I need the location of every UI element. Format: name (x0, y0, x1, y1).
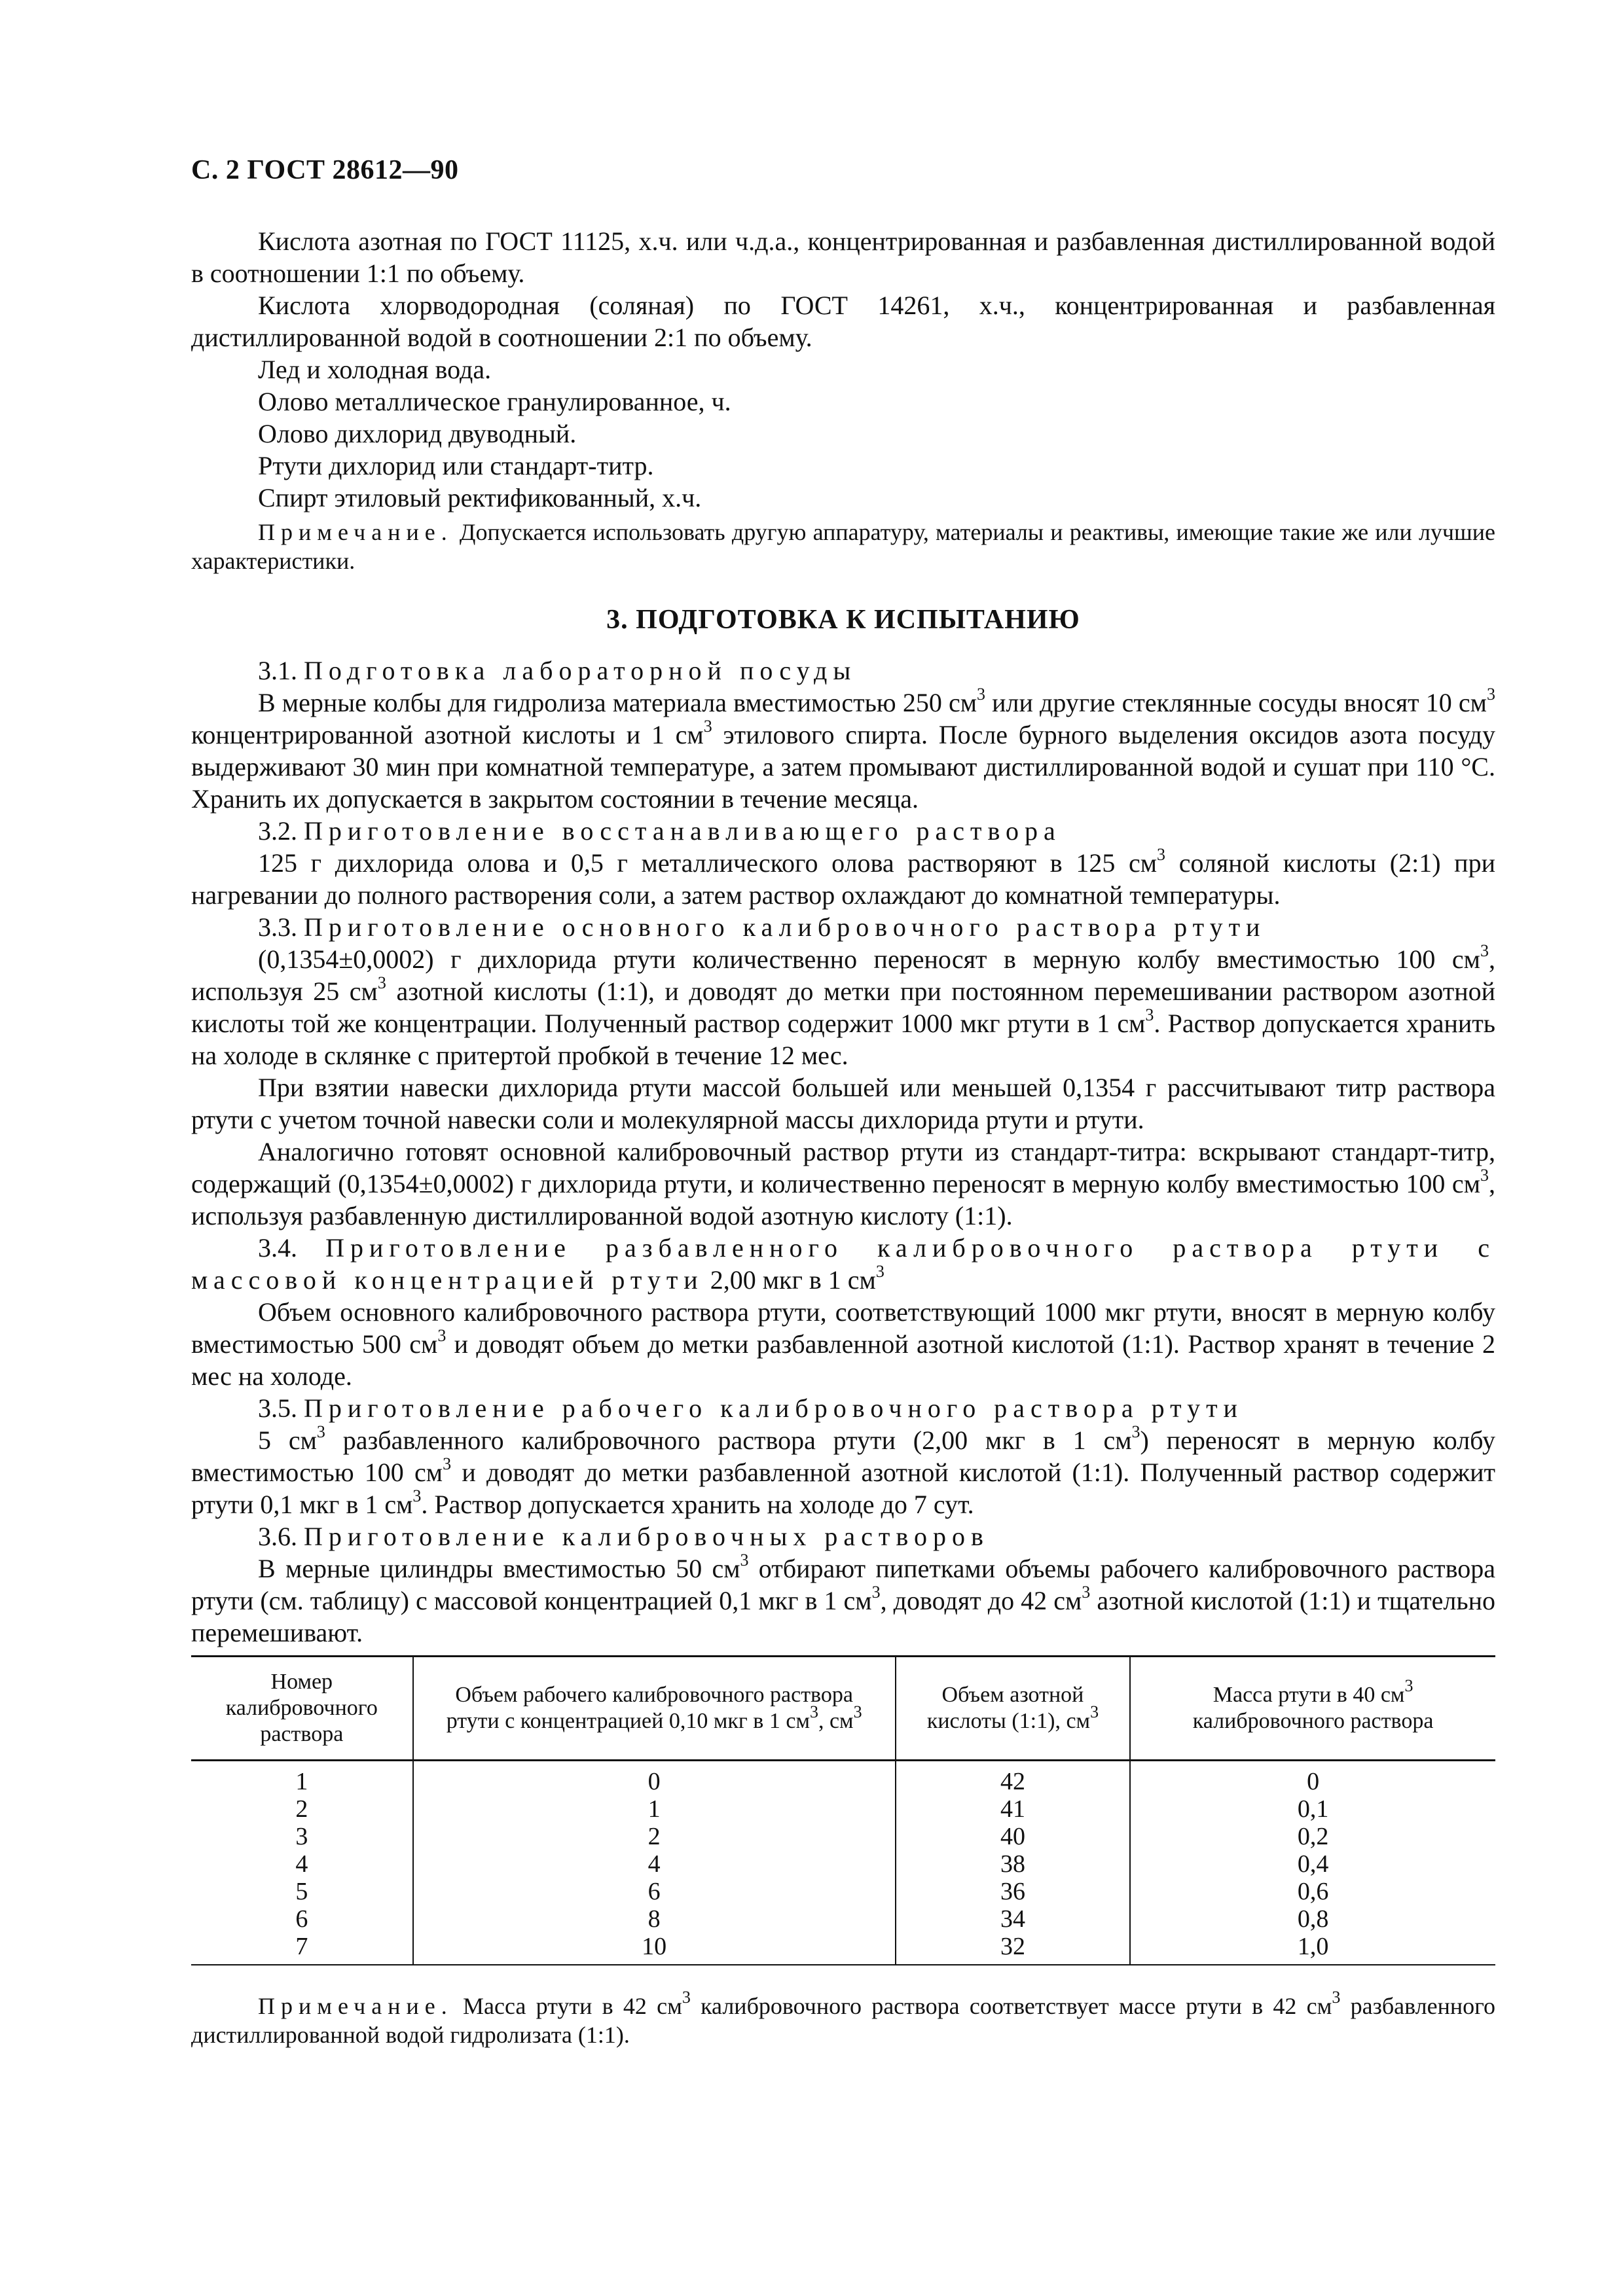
superscript: 3 (1404, 1676, 1413, 1695)
subsection-number: 3.6. (258, 1522, 304, 1551)
subsection-heading-3-5 (191, 1392, 1495, 1424)
table-cell: 40 (896, 1823, 1131, 1850)
superscript: 3 (1480, 941, 1489, 960)
text-run: Объем азотной кислоты (1:1), см (926, 1683, 1091, 1733)
superscript: 3 (703, 716, 712, 736)
paragraph-3-3-a (191, 943, 1495, 1071)
text-run: этилового спирта. После бурного выделения оксидов азота посуду выдерживают 30 мин при комнатной температуре, а затем промывают дистиллированной водой и сушат при 110 °С. Хранить их допускается в закрытом состоянии в течение месяца. (191, 720, 1495, 814)
subsection-heading-3-3 (191, 911, 1495, 943)
page-content (191, 225, 1495, 2049)
text-run: 2,00 мкг в 1 см (703, 1265, 876, 1295)
materials-item: Олово дихлорид двуводный. (258, 419, 577, 448)
subsection-title: Подготовка лабораторной посуды (304, 656, 857, 685)
superscript: 3 (1332, 1988, 1341, 2007)
text-run: Аналогично готовят основной калибровочный раствор ртути из стандарт-титра: вскрывают стандарт-титр, содержащий (0,1354±0,0002) г дихлорида ртути, и количественно переносят в мерную колбу вместимостью 100 см (191, 1137, 1495, 1198)
text-run: , см (818, 1709, 854, 1733)
superscript: 3 (1131, 1422, 1140, 1441)
note-text: Допускается использовать другую аппаратуру, материалы и реактивы, имеющие такие же или лучшие характеристики. (191, 519, 1495, 574)
superscript: 3 (875, 1261, 884, 1281)
subsection-number: 3.4. (258, 1233, 326, 1263)
table-cell: 6 (295, 1905, 308, 1933)
table-row (191, 1933, 1495, 1965)
table-cell: 3 (295, 1823, 308, 1850)
paragraph-3-1 (191, 684, 1495, 815)
materials-item: Кислота хлорводородная (соляная) по ГОСТ 14261, х.ч., концентрированная и разбавленная дистиллированной водой в соотношении 2:1 по объему. (191, 291, 1495, 352)
subsection-number: 3.1. (258, 656, 304, 685)
table-cell: 7 (295, 1933, 308, 1960)
table-cell: 0,4 (1130, 1850, 1495, 1878)
table-cell: 2 (295, 1795, 308, 1823)
superscript: 3 (977, 684, 986, 704)
text-run: Масса ртути в 40 см (1213, 1683, 1405, 1707)
text-run: концентрированной азотной кислоты и 1 см (191, 720, 704, 749)
superscript: 3 (1480, 1165, 1489, 1185)
text-run: (0,1354±0,0002) г дихлорида ртути количественно переносят в мерную колбу вместимостью 100 см (258, 944, 1480, 974)
subsection-number: 3.3. (258, 912, 304, 942)
table-cell: 6 (413, 1878, 896, 1905)
text-run: калибровочного раствора (1192, 1709, 1434, 1733)
subsection-heading-3-6 (191, 1520, 1495, 1552)
superscript: 3 (1157, 844, 1166, 864)
table-cell: 1 (413, 1795, 896, 1823)
text-run: Масса ртути в 42 см (452, 1993, 682, 2019)
table-row (191, 1850, 1495, 1878)
table-cell: 41 (896, 1795, 1131, 1823)
table-cell: 8 (413, 1905, 896, 1933)
table-cell: 10 (413, 1933, 896, 1965)
superscript: 3 (377, 973, 386, 992)
superscript: 3 (316, 1422, 325, 1441)
note-label: Примечание. (258, 1993, 453, 2019)
materials-item: Кислота азотная по ГОСТ 11125, х.ч. или ч.д.а., концентрированная и разбавленная дистиллированной водой в соотношении 1:1 по объему. (191, 226, 1495, 288)
table-cell: 1 (295, 1768, 308, 1795)
section-title: 3. ПОДГОТОВКА К ИСПЫТАНИЮ (606, 605, 1080, 635)
table-row (191, 1905, 1495, 1933)
table-cell: 0 (1130, 1761, 1495, 1796)
table-cell: 0,6 (1130, 1878, 1495, 1905)
text-run: разбавленного калибровочного раствора ртути (2,00 мкг в 1 см (325, 1426, 1132, 1455)
table-row (191, 1761, 1495, 1796)
subsection-title: Приготовление калибровочных растворов (304, 1522, 989, 1551)
table-row (191, 1878, 1495, 1905)
text-run: Объем рабочего калибровочного раствора ртути с концентрацией 0,10 мкг в 1 см (446, 1683, 853, 1733)
superscript: 3 (412, 1486, 422, 1505)
table-cell: 5 (295, 1878, 308, 1905)
table-row (191, 1795, 1495, 1823)
text-run: азотной кислотой (1:1) и тщательно перемешивают. (191, 1586, 1495, 1647)
text-run: , доводят до 42 см (880, 1586, 1082, 1615)
text-run: и доводят до метки разбавленной азотной кислотой (1:1). Полученный раствор содержит ртути 0,1 мкг в 1 см (191, 1458, 1496, 1519)
superscript: 3 (809, 1702, 818, 1721)
text-run: 125 г дихлорида олова и 0,5 г металлического олова растворяют в 125 см (258, 848, 1158, 878)
subsection-heading-3-2 (191, 815, 1495, 847)
paragraph-3-6 (191, 1552, 1495, 1649)
paragraph-3-3-c (191, 1136, 1495, 1232)
text-run: . Раствор допускается хранить на холоде в склянке с притертой пробкой в течение 12 мес. (191, 1009, 1495, 1070)
subsection-number: 3.5. (258, 1393, 304, 1423)
materials-item: Спирт этиловый ректификованный, х.ч. (258, 483, 702, 512)
table-cell: 1,0 (1130, 1933, 1495, 1965)
text-run: или другие стеклянные сосуды вносят 10 см (985, 688, 1487, 717)
superscript: 3 (871, 1582, 881, 1602)
text-run: разбавленного дистиллированной водой гидролизата (1:1). (191, 1993, 1495, 2048)
note-materials (191, 518, 1495, 575)
subsection-title: Приготовление восстанавливающего раствора (304, 816, 1061, 846)
table-cell: 0,2 (1130, 1823, 1495, 1850)
table-cell: 32 (896, 1933, 1131, 1965)
table-cell: 4 (295, 1850, 308, 1878)
table-cell: 2 (413, 1823, 896, 1850)
table-cell: 34 (896, 1905, 1131, 1933)
table-cell: 0,8 (1130, 1905, 1495, 1933)
paragraph-3-2 (191, 844, 1495, 911)
table-header-cell (413, 1657, 896, 1761)
text-run: . Раствор допускается хранить на холоде до 7 сут. (421, 1490, 974, 1519)
subsection-title: Приготовление разбавленного калибровочного раствора ртути с массовой концентрацией ртути (191, 1233, 1496, 1295)
table-row (191, 1823, 1495, 1850)
text-run: азотной кислоты (1:1), и доводят до метки при постоянном перемешивании раствором азотной кислоты той же концентрации. Полученный раствор содержит 1000 мкг ртути в 1 см (191, 977, 1496, 1038)
table-cell: 0,1 (1130, 1795, 1495, 1823)
superscript: 3 (1487, 684, 1495, 704)
subsection-heading-3-4 (191, 1232, 1495, 1296)
text-run: отбирают пипетками объемы рабочего калибровочного раствора ртути (см. таблицу) с массовой концентрацией 0,1 мкг в 1 см (191, 1554, 1496, 1615)
table-header-cell: Номер калибровочного раствора (191, 1657, 413, 1761)
superscript: 3 (1090, 1702, 1099, 1721)
running-head: С. 2 ГОСТ 28612—90 (191, 155, 459, 185)
table-cell: 0 (413, 1761, 896, 1796)
subsection-number: 3.2. (258, 816, 304, 846)
subsection-title: Приготовление рабочего калибровочного раствора ртути (304, 1393, 1243, 1423)
table-cell: 42 (896, 1761, 1131, 1796)
table-header-row (191, 1657, 1495, 1761)
superscript: 3 (1145, 1005, 1154, 1024)
paragraph-3-5 (191, 1424, 1495, 1520)
note-label: Примечание. (258, 519, 453, 545)
text-run: соляной кислоты (2:1) при нагревании до полного растворения соли, а затем раствор охлаждают до комнатной температуры. (191, 848, 1495, 910)
text-run: Объем основного калибровочного раствора ртути, соответствующий 1000 мкг ртути, вносят в мерную колбу вместимостью 500 см (191, 1297, 1495, 1359)
text-run: В мерные цилиндры вместимостью 50 см (258, 1554, 740, 1583)
table-header-cell (896, 1657, 1131, 1761)
paragraph-3-3-b: При взятии навески дихлорида ртути массой большей или меньшей 0,1354 г рассчитывают титр раствора ртути с учетом точной навески соли и молекулярной массы дихлорида ртути и ртути. (191, 1073, 1495, 1134)
materials-item: Олово металлическое гранулированное, ч. (258, 387, 731, 416)
materials-item: Лед и холодная вода. (258, 355, 492, 384)
subsection-heading-3-1 (191, 655, 1495, 687)
text-run: 5 см (258, 1426, 317, 1455)
superscript: 3 (682, 1988, 691, 2007)
text-run: и доводят объем до метки разбавленной азотной кислотой (1:1). Раствор хранят в течение 2 мес на холоде. (191, 1329, 1496, 1391)
superscript: 3 (443, 1454, 452, 1473)
text-run: , используя 25 см (191, 944, 1495, 1006)
text-run: калибровочного раствора соответствует массе ртути в 42 см (690, 1993, 1332, 2019)
superscript: 3 (853, 1702, 862, 1721)
note-table (191, 1988, 1495, 2049)
table-header-cell (1130, 1657, 1495, 1761)
paragraph-3-4 (191, 1296, 1495, 1392)
table-cell: 36 (896, 1878, 1131, 1905)
table-cell: 4 (413, 1850, 896, 1878)
text-run: , используя разбавленную дистиллированной водой азотную кислоту (1:1). (191, 1169, 1495, 1230)
superscript: 3 (437, 1325, 447, 1345)
table-cell: 38 (896, 1850, 1131, 1878)
calibration-table (191, 1655, 1495, 1965)
text-run: В мерные колбы для гидролиза материала вместимостью 250 см (258, 688, 977, 717)
subsection-title: Приготовление основного калибровочного раствора ртути (304, 912, 1266, 942)
superscript: 3 (740, 1550, 749, 1570)
materials-item: Ртути дихлорид или стандарт-титр. (258, 451, 654, 480)
text-run: ) переносят в мерную колбу вместимостью 100 см (191, 1426, 1495, 1487)
superscript: 3 (1082, 1582, 1091, 1602)
